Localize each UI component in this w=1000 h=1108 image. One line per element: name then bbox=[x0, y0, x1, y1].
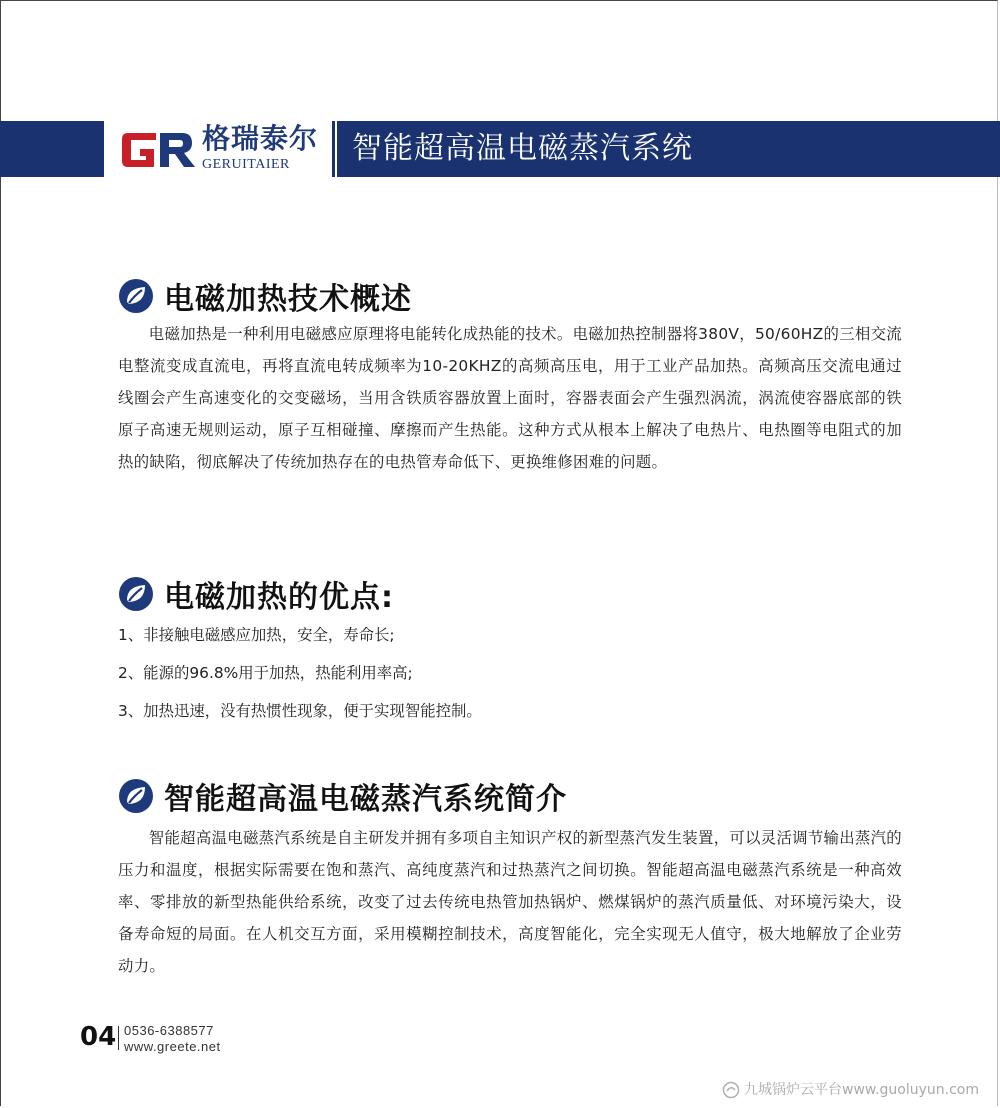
leaf-badge-icon bbox=[118, 278, 154, 314]
brand-name-en: GERUITAIER bbox=[202, 157, 290, 172]
leaf-badge-icon bbox=[118, 576, 154, 612]
list-item: 3、加热迅速，没有热惯性现象，便于实现智能控制。 bbox=[118, 702, 482, 720]
header-banner-left bbox=[0, 121, 104, 177]
section-overview-heading bbox=[118, 276, 412, 316]
watermark bbox=[722, 1080, 979, 1100]
brand-name-cn: 格瑞泰尔 bbox=[202, 122, 319, 155]
section-advantages-heading bbox=[118, 574, 394, 614]
section-intro-body: 智能超高温电磁蒸汽系统是自主研发并拥有多项自主知识产权的新型蒸汽发生装置，可以灵活调节输出蒸汽的压力和温度，根据实际需要在饱和蒸汽、高纯度蒸汽和过热蒸汽之间切换。智能超高温电磁蒸汽系统是一种高效率、零排放的新型热能供给系统，改变了过去传统电热管加热锅炉、燃煤锅炉的蒸汽质量低、对环境污染大，设备寿命短的局面。在人机交互方面，采用模糊控制技术，高度智能化，完全实现无人值守，极大地解放了企业劳动力。 bbox=[118, 829, 902, 975]
page-title: 智能超高温电磁蒸汽系统 bbox=[352, 131, 693, 166]
footer-phone: 0536-6388577 bbox=[124, 1023, 214, 1038]
company-logo-icon bbox=[118, 127, 198, 173]
watermark-text: 九城锅炉云平台www.guoluyun.com bbox=[744, 1082, 979, 1098]
section-overview-body: 电磁加热是一种利用电磁感应原理将电能转化成热能的技术。电磁加热控制器将380V，50/60HZ的三相交流电整流变成直流电，再将直流电转成频率为10-20KHZ的高频高压电，用于工业产品加热。高频高压交流电通过线圈会产生高速变化的交变磁场，当用含铁质容器放置上面时，容器表面会产生强烈涡流，涡流使容器底部的铁原子高速无规则运动，原子互相碰撞、摩擦而产生热能。这种方式从根本上解决了电热片、电热圈等电阻式的加热的缺陷，彻底解决了传统加热存在的电热管寿命低下、更换维修困难的问题。 bbox=[118, 325, 902, 471]
section-advantages-title: 电磁加热的优点: bbox=[164, 580, 394, 615]
banner-divider bbox=[326, 121, 332, 177]
watermark-logo-icon bbox=[722, 1081, 740, 1099]
section-intro-title: 智能超高温电磁蒸汽系统简介 bbox=[164, 782, 567, 817]
section-overview-title: 电磁加热技术概述 bbox=[164, 282, 412, 317]
leaf-badge-icon bbox=[118, 778, 154, 814]
footer-website[interactable]: www.greete.net bbox=[124, 1039, 221, 1054]
page-number: 04 bbox=[80, 1022, 117, 1052]
banner-divider-thin bbox=[335, 121, 337, 177]
footer-divider bbox=[118, 1026, 119, 1050]
advantages-list bbox=[118, 616, 902, 730]
list-item: 1、非接触电磁感应加热，安全，寿命长; bbox=[118, 626, 395, 644]
list-item: 2、能源的96.8%用于加热，热能利用率高; bbox=[118, 664, 413, 682]
section-intro-heading bbox=[118, 776, 567, 816]
